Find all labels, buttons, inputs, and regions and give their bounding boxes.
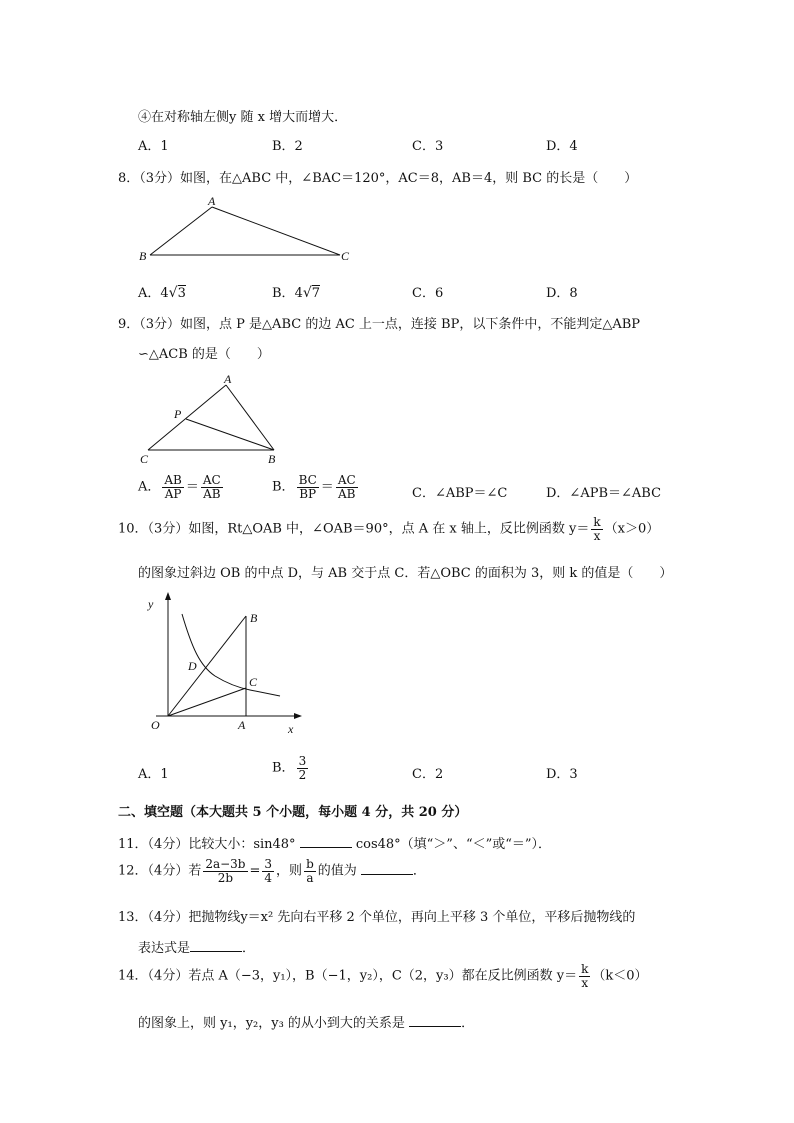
- q8-option-b-prefix: B．: [272, 286, 295, 301]
- q10-label-x: x: [288, 722, 294, 736]
- denominator: a: [306, 870, 314, 885]
- q10-label-c: C: [249, 675, 258, 689]
- q9-label-a: A: [224, 372, 232, 386]
- q7-option-a: A．1: [138, 139, 169, 154]
- q10-option-b-prefix: B．: [272, 760, 295, 776]
- numerator: k: [581, 962, 589, 976]
- q12-end: ．: [412, 863, 426, 879]
- q8-option-b-coef: 4: [294, 286, 303, 301]
- numerator: 3: [298, 754, 307, 768]
- fraction: [304, 858, 316, 884]
- denominator: BP: [299, 486, 317, 501]
- fraction: [591, 516, 602, 542]
- denominator: 4: [264, 870, 273, 885]
- numerator: 2a−3b: [205, 857, 246, 871]
- fraction: [297, 755, 309, 781]
- q10-option-b: [272, 755, 310, 781]
- q10-option-a: A．1: [138, 767, 169, 782]
- q9-option-c: C．∠ABP＝∠C: [412, 486, 508, 501]
- q8-option-a-coef: 4: [160, 286, 169, 301]
- fraction: [201, 474, 223, 500]
- radical-sign-icon: √: [302, 285, 312, 301]
- answer-blank[interactable]: [409, 1014, 461, 1027]
- q9-stem-line-1: 9．（3分）如图，点 P 是△ABC 的边 AC 上一点，连接 BP，以下条件中，不能判定△ABP: [118, 317, 641, 332]
- q10-stem-line-1: [118, 516, 659, 542]
- numerator: BC: [298, 473, 317, 487]
- denominator: AB: [203, 486, 221, 501]
- q10-option-d: D．3: [546, 767, 578, 782]
- q14-line-1-part-b: （k＜0）: [592, 968, 648, 984]
- q11: [118, 833, 551, 852]
- q8-option-b: [272, 282, 320, 301]
- q9-label-p: P: [174, 407, 182, 421]
- q8-label-a: A: [208, 194, 216, 208]
- q8-triangle-figure: [130, 192, 370, 266]
- q10-stem-part-a: 10．（3分）如图，Rt△OAB 中，∠OAB＝90°，点 A 在 x 轴上，反比例函数 y＝: [118, 521, 590, 537]
- q8-label-b: B: [139, 249, 147, 263]
- q8-label-c: C: [341, 249, 350, 263]
- q8-option-c: C．6: [412, 286, 444, 301]
- q10-label-y: y: [148, 597, 154, 611]
- q9-stem-line-2: ∽△ACB 的是（ ）: [138, 347, 270, 362]
- q13-line-1: 13．（4分）把抛物线y＝x² 先向右平移 2 个单位，再向上平移 3 个单位，平移后抛物线的: [118, 910, 636, 925]
- fraction: [579, 963, 590, 989]
- q11-text: 11．（4分）比较大小：sin48°: [118, 837, 296, 852]
- radical-sign-icon: √: [168, 285, 178, 301]
- numerator: AC: [202, 473, 221, 487]
- numerator: k: [593, 515, 601, 529]
- answer-blank[interactable]: [300, 835, 352, 848]
- q12-mid: ，则: [276, 863, 303, 879]
- q10-option-c: C．2: [412, 767, 444, 782]
- q10-label-d: D: [188, 659, 197, 673]
- denominator: 2b: [217, 870, 234, 885]
- q14-line-2-text: 的图象上，则 y₁，y₂，y₃ 的从小到大的关系是: [138, 1016, 405, 1031]
- q9-option-d: D．∠APB＝∠ABC: [546, 486, 662, 501]
- q10-coordinate-figure: [140, 588, 310, 738]
- denominator: x: [581, 975, 589, 990]
- denominator: x: [593, 528, 601, 543]
- q14-line-1: [118, 963, 648, 989]
- q9-label-c: C: [140, 452, 149, 466]
- q13-end: ．: [242, 941, 256, 956]
- q8-option-a: [138, 282, 186, 301]
- denominator: 2: [298, 767, 307, 782]
- fraction: [203, 858, 247, 884]
- q14-line-2: [138, 1012, 474, 1031]
- q7-option-c: C．3: [412, 139, 444, 154]
- q12-post: 的值为: [317, 863, 357, 879]
- q7-option-b: B．2: [272, 139, 303, 154]
- q9-option-b-prefix: B．: [272, 479, 295, 495]
- q8-option-a-prefix: A．: [138, 286, 161, 301]
- numerator: AC: [337, 473, 356, 487]
- denominator: AB: [338, 486, 356, 501]
- q9-option-a: [138, 474, 225, 500]
- fraction: [336, 474, 358, 500]
- equals-sign: =: [249, 863, 261, 879]
- q8-option-a-radicand: 3: [177, 286, 186, 301]
- q12: [118, 858, 426, 884]
- equals-sign: ＝: [320, 479, 334, 495]
- q11-after: cos48°（填“＞”、“＜”或“＝”）．: [355, 837, 552, 852]
- q10-label-b: B: [250, 611, 258, 625]
- q13-line-2-text: 表达式是: [138, 941, 191, 956]
- q13-line-2: [138, 937, 255, 956]
- q9-option-b: [272, 474, 360, 500]
- q8-option-d: D．8: [546, 286, 578, 301]
- fraction: [297, 474, 319, 500]
- q9-option-a-prefix: A．: [138, 479, 161, 495]
- q14-end: ．: [461, 1016, 475, 1031]
- denominator: AP: [164, 486, 182, 501]
- q10-stem-line-2: 的图象过斜边 OB 的中点 D，与 AB 交于点 C．若△OBC 的面积为 3，则 k 的值是（ ）: [138, 566, 673, 581]
- numerator: AB: [164, 473, 182, 487]
- q8-option-b-radicand: 7: [311, 286, 321, 301]
- q7-option-d: D．4: [546, 139, 578, 154]
- q14-line-1-part-a: 14．（4分）若点 A（−3，y₁），B（−1，y₂），C（2，y₃）都在反比例函数 y＝: [118, 968, 578, 984]
- q12-pre: 12．（4分）若: [118, 863, 202, 879]
- answer-blank[interactable]: [190, 939, 242, 952]
- q10-label-a: A: [238, 718, 246, 732]
- q10-label-o: O: [151, 718, 160, 732]
- numerator: b: [306, 857, 314, 871]
- section-heading-fill-in: 二、填空题（本大题共 5 个小题，每小题 4 分，共 20 分）: [118, 805, 468, 820]
- equals-sign: ＝: [185, 479, 199, 495]
- numerator: 3: [264, 857, 273, 871]
- q9-triangle-figure: [134, 370, 294, 466]
- q9-label-b: B: [268, 452, 276, 466]
- answer-blank[interactable]: [361, 862, 413, 875]
- fraction: [162, 474, 183, 500]
- q7-statement-4: ④在对称轴左侧y 随 x 增大而增大．: [138, 110, 348, 125]
- q10-stem-part-b: （x＞0）: [604, 521, 660, 537]
- fraction: [262, 858, 274, 884]
- q8-stem: 8．（3分）如图，在△ABC 中，∠BAC＝120°，AC＝8，AB＝4，则 BC 的长是（ ）: [118, 171, 638, 186]
